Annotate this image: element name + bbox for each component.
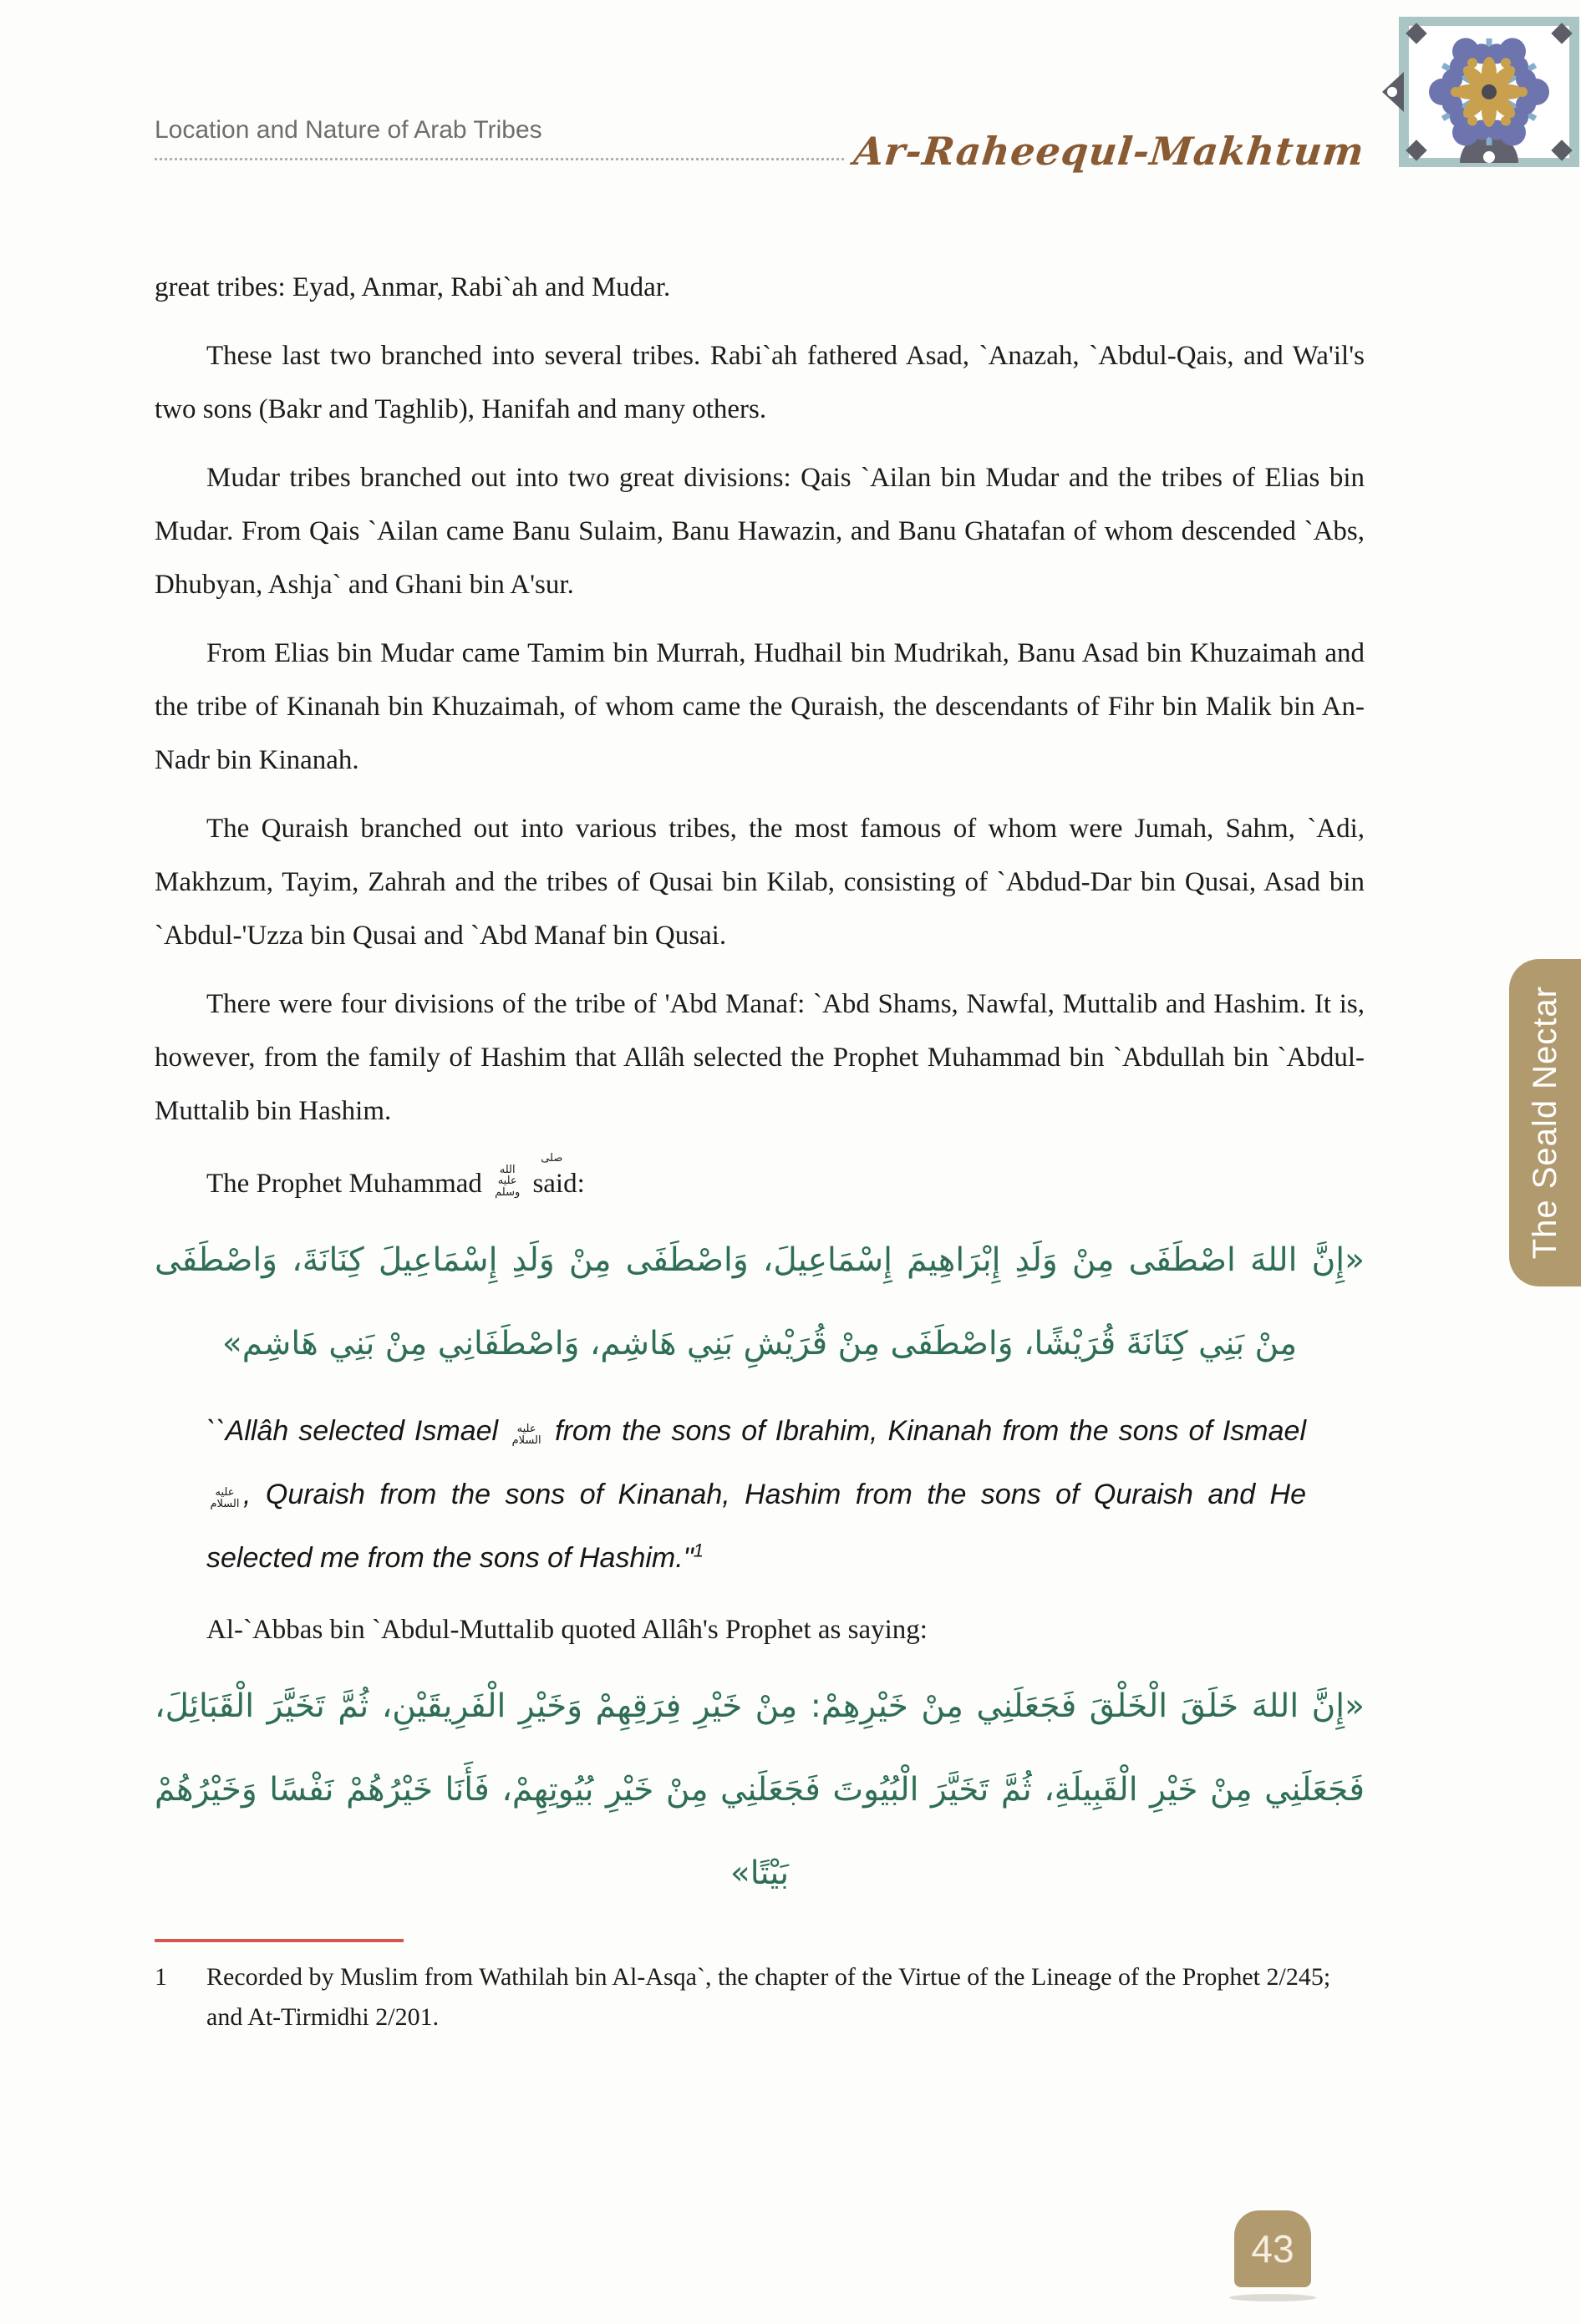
page-header — [155, 115, 1367, 174]
footnote-number: 1 — [155, 1962, 167, 1991]
hadith1-translation — [206, 1399, 1306, 1590]
footnote-reference: 1 — [693, 1540, 704, 1561]
chapter-side-tab-label: The Seald Nectar — [1526, 986, 1563, 1260]
paragraph: From Elias bin Mudar came Tamim bin Murrah, Hudhail bin Mudrikah, Banu Asad bin Khuzaimah and the tribe of Kinanah bin Khuzaimah, of whom came the Quraish, the descendants of Fihr bin Malik bin An-Nadr bin Kinanah. — [155, 638, 1365, 775]
main-text-column — [155, 261, 1365, 2037]
paragraph: These last two branched into several tribes. Rabi`ah fathered Asad, `Anazah, `Abdul-Qais, and Wa'il's two sons (Bakr and Taghlib), Hanifah and many others. — [155, 341, 1365, 424]
translation-segment: from the sons of Ibrahim, Kinanah from the sons of Ismael — [545, 1414, 1306, 1447]
translation-segment: , Quraish from the sons of Kinanah, Hashim from the sons of Quraish and He selected me from the sons of Hashim." — [206, 1478, 1306, 1574]
hadith1-intro-pre: The Prophet Muhammad — [206, 1168, 490, 1199]
page-number-badge: 43 — [1234, 2210, 1311, 2287]
footnote-text: Recorded by Muslim from Wathilah bin Al-Asqa`, the chapter of the Virtue of the Lineage of the Prophet 2/245; and At-Tirmidhi 2/201. — [206, 1962, 1331, 2031]
footnote-separator-rule — [155, 1939, 404, 1942]
paragraph: There were four divisions of the tribe of 'Abd Manaf: `Abd Shams, Nawfal, Muttalib and Hashim. It is, however, from the family of Hashim that Allâh selected the Prophet Muhammad bin `Abdullah bin `Abdul-Muttalib bin Hashim. — [155, 989, 1365, 1126]
paragraph: Mudar tribes branched out into two great divisions: Qais `Ailan bin Mudar and the tribes of Elias bin Mudar. From Qais `Ailan came Banu Sulaim, Banu Hawazin, and Banu Ghatafan of whom descended `Abs, Dhubyan, Ashja` and Ghani bin A'sur. — [155, 463, 1365, 600]
islamic-tile-ornament-icon — [1379, 17, 1579, 167]
page-number-badge-shadow — [1229, 2294, 1316, 2301]
alayhis-salam-honorific-icon: عليه السلام — [210, 1486, 240, 1510]
hadith2-intro: Al-`Abbas bin `Abdul-Muttalib quoted Allâh's Prophet as saying: — [206, 1614, 928, 1645]
translation-segment: ``Allâh selected Ismael — [206, 1414, 509, 1447]
alayhis-salam-honorific-icon: عليه السلام — [511, 1423, 541, 1447]
chapter-side-tab — [1509, 959, 1581, 1286]
hadith1-arabic-text: «إِنَّ اللهَ اصْطَفَى مِنْ وَلَدِ إِبْرَاهِيمَ إِسْمَاعِيلَ، وَاصْطَفَى مِنْ وَلَدِ إِسْمَاعِيلَ كِنَانَةَ، وَاصْطَفَى مِنْ بَنِي كِنَانَةَ قُرَيْشًا، وَاصْطَفَى مِنْ قُرَيْشِ بَنِي هَاشِم، وَاصْطَفَانِي مِنْ بَنِي هَاشِم» — [155, 1241, 1365, 1362]
hadith1-intro-post: said: — [526, 1168, 585, 1199]
hadith2-arabic-text: «إِنَّ اللهَ خَلَقَ الْخَلْقَ فَجَعَلَنِي مِنْ خَيْرِهِمْ: مِنْ خَيْرِ فِرَقِهِمْ وَخَيْرِ الْفَرِيقَيْنِ، ثُمَّ تَخَيَّرَ الْقَبَائِلَ، فَجَعَلَنِي مِنْ خَيْرِ الْقَبِيلَةِ، ثُمَّ تَخَيَّرَ الْبُيُوتَ فَجَعَلَنِي مِنْ خَيْرِ بُيُوتِهِمْ، فَأَنَا خَيْرُهُمْ نَفْسًا وَخَيْرُهُمْ بَيْتًا» — [155, 1687, 1365, 1892]
pbuh-honorific-icon: صلى الله عليه وسلم — [495, 1152, 563, 1199]
footnote — [155, 1957, 1365, 2037]
hadith1-intro — [155, 1153, 1365, 1210]
paragraph: great tribes: Eyad, Anmar, Rabi`ah and Mudar. — [155, 272, 671, 302]
book-title-script: Ar-Raheequl-Makhtum — [852, 129, 1367, 174]
section-title: Location and Nature of Arab Tribes — [155, 116, 844, 160]
paragraph: The Quraish branched out into various tribes, the most famous of whom were Jumah, Sahm, `Adi, Makhzum, Tayim, Zahrah and the tribes of Qusai bin Kilab, consisting of `Abdud-Dar bin Qusai, Asad bin `Abdul-'Uzza bin Qusai and `Abd Manaf bin Qusai. — [155, 814, 1365, 951]
